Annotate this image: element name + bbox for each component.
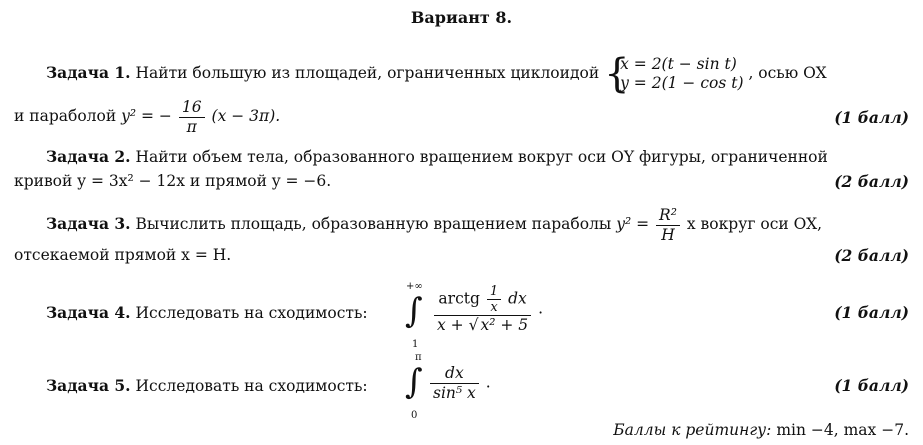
integrand-denominator: sin⁵ x (433, 384, 476, 402)
integrand-denominator (434, 316, 531, 335)
formula-pre: y² = − (121, 107, 172, 125)
fraction (179, 98, 205, 137)
fraction-numerator: R² (656, 206, 680, 226)
page-title: Вариант 8. (410, 8, 513, 27)
problem-3-line-1 (46, 204, 822, 245)
problem-1-line-1 (46, 48, 827, 98)
differential: dx (508, 289, 527, 308)
fraction (656, 206, 680, 245)
problem-2-line-1 (46, 147, 828, 166)
rating-values: min −4, max −7. (776, 421, 909, 439)
sqrt-icon: √ (468, 316, 479, 334)
inner-numerator: 1 (487, 284, 501, 300)
problem-3-points: (2 балл) (834, 246, 909, 265)
fraction-denominator: H (661, 225, 675, 244)
formula-post: (x − 3π). (211, 107, 281, 125)
fraction-denominator: π (186, 117, 197, 136)
problem-1-text: Найти большую из площадей, ограниченных циклоидой (135, 64, 600, 82)
integrand-4 (432, 284, 543, 335)
integrand-numerator: dx (430, 364, 479, 384)
formula-pre: y² = (616, 215, 650, 233)
problem-4-text: Исследовать на сходимость: (135, 304, 368, 322)
problem-4-points: (1 балл) (834, 303, 909, 322)
end-dot: . (538, 299, 544, 318)
integral-upper-limit: +∞ (406, 281, 423, 292)
integral-lower-limit: 1 (412, 339, 419, 350)
integral-lower-limit: 0 (411, 410, 418, 421)
integrand-5 (428, 364, 491, 403)
integrand-fraction (434, 284, 531, 335)
system-line-2: y = 2(1 − cos t) (620, 74, 744, 92)
problem-2-text: Найти объем тела, образованного вращением вокруг оси OY фигуры, ограниченной (135, 148, 828, 166)
integral-upper-limit: π (415, 352, 422, 363)
problem-5-text: Исследовать на сходимость: (135, 377, 368, 395)
system-line-1: x = 2(t − sin t) (620, 55, 737, 73)
integrand-numerator (434, 284, 531, 316)
integral-sign-icon: ∫ (405, 291, 423, 331)
problem-5-line (46, 376, 368, 395)
cycloid-system (604, 51, 744, 97)
problem-3-line-2: отсекаемой прямой x = H. (14, 246, 232, 264)
problem-3-text: Вычислить площадь, образованную вращением параболы (135, 215, 612, 233)
denominator-pre: x + (437, 316, 464, 334)
fraction-numerator: 16 (179, 98, 205, 118)
problem-1-line-2 (14, 96, 280, 137)
problem-2-line-2: кривой y = 3x² − 12x и прямой y = −6. (14, 172, 332, 190)
brace-icon: { (604, 51, 630, 97)
problem-4-line (46, 303, 368, 322)
problem-1-points: (1 балл) (834, 108, 909, 127)
sqrt-content: x² + 5 (480, 316, 529, 334)
problem-1-text-2: , осью OX (748, 64, 827, 82)
problem-1-label: Задача 1. (46, 63, 131, 82)
rating-label: Баллы к рейтингу: (613, 421, 772, 439)
problem-4-label: Задача 4. (46, 303, 131, 322)
problem-3-label: Задача 3. (46, 214, 131, 233)
inner-denominator: x (490, 300, 498, 315)
end-dot: . (485, 373, 491, 392)
inner-fraction (487, 284, 501, 315)
problem-2-points: (2 балл) (834, 172, 909, 191)
integrand-fraction (430, 364, 479, 403)
problem-2-label: Задача 2. (46, 147, 131, 166)
problem-1-text-3: и параболой (14, 107, 117, 125)
formula-post: x вокруг оси OX, (686, 215, 823, 233)
arctg-text: arctg (438, 289, 480, 308)
integral-sign-icon: ∫ (405, 362, 423, 402)
rating-footer (613, 421, 909, 439)
problem-5-points: (1 балл) (834, 376, 909, 395)
problem-5-label: Задача 5. (46, 376, 131, 395)
